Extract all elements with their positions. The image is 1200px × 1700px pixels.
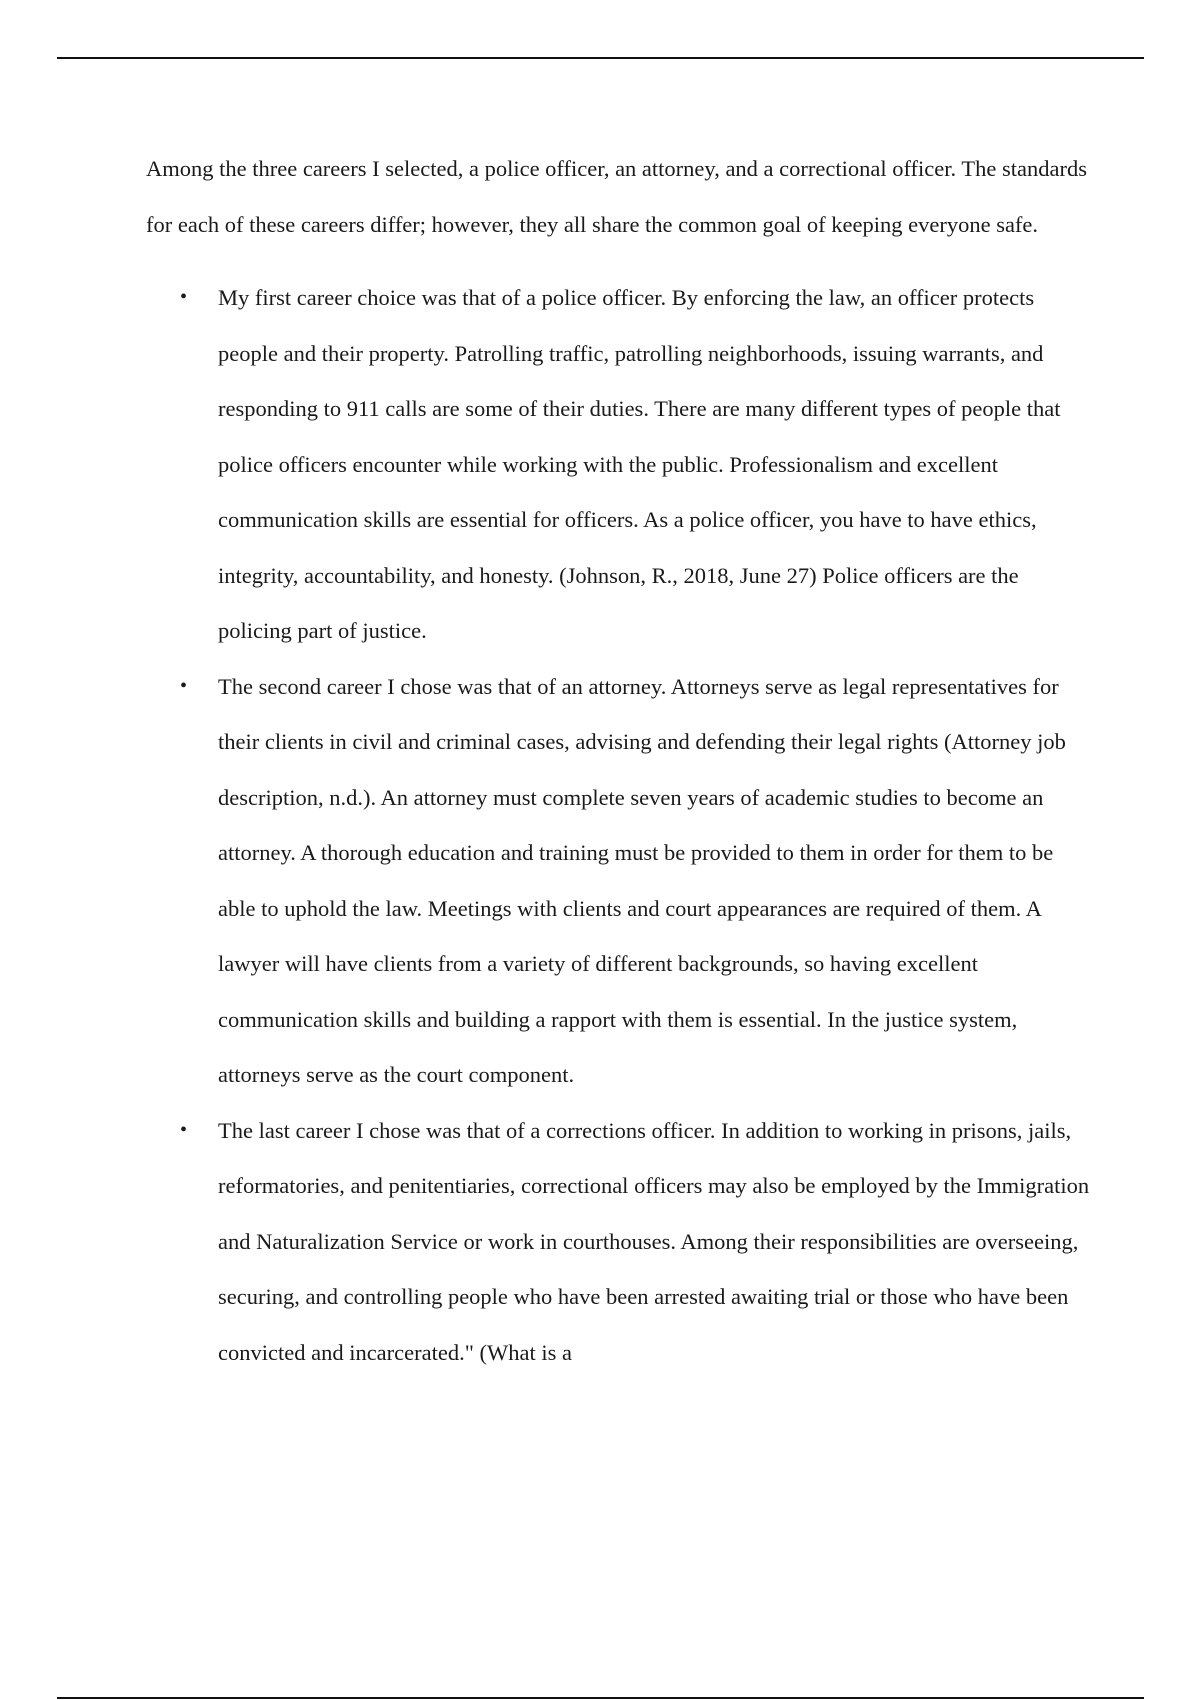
document-body bbox=[146, 141, 1096, 1380]
list-item bbox=[146, 659, 1096, 1103]
bottom-rule bbox=[57, 1697, 1144, 1699]
list-item bbox=[146, 1103, 1096, 1381]
bullet-text-police-officer: My first career choice was that of a police officer. By enforcing the law, an officer protects people and their property. Patrolling traffic, patrolling neighborhoods, issuing warrants, and responding to 911 calls are some of their duties. There are many different types of people that police officers encounter while working with the public. Professionalism and excellent communication skills are essential for officers. As a police officer, you have to have ethics, integrity, accountability, and honesty. (Johnson, R., 2018, June 27) Police officers are the policing part of justice. bbox=[218, 285, 1061, 643]
list-item bbox=[146, 270, 1096, 659]
bullet-icon: • bbox=[180, 1118, 188, 1141]
intro-paragraph: Among the three careers I selected, a police officer, an attorney, and a correctional officer. The standards for each of these careers differ; however, they all share the common goal of keeping everyone safe. bbox=[146, 156, 1087, 237]
bullet-text-corrections-officer: The last career I chose was that of a corrections officer. In addition to working in prisons, jails, reformatories, and penitentiaries, correctional officers may also be employed by the Immigration and Naturalization Service or work in courthouses. Among their responsibilities are overseeing, securing, and controlling people who have been arrested awaiting trial or those who have been convicted and incarcerated." (What is a bbox=[218, 1117, 1090, 1365]
bullet-text-attorney: The second career I chose was that of an attorney. Attorneys serve as legal representatives for their clients in civil and criminal cases, advising and defending their legal rights (Attorney job description, n.d.). An attorney must complete seven years of academic studies to become an attorney. A thorough education and training must be provided to them in order for them to be able to uphold the law. Meetings with clients and court appearances are required of them. A lawyer will have clients from a variety of different backgrounds, so having excellent communication skills and building a rapport with them is essential. In the justice system, attorneys serve as the court component. bbox=[218, 673, 1066, 1087]
bullet-icon: • bbox=[180, 674, 188, 697]
top-rule bbox=[57, 57, 1144, 59]
career-list bbox=[146, 270, 1096, 1380]
bullet-icon: • bbox=[180, 286, 188, 308]
